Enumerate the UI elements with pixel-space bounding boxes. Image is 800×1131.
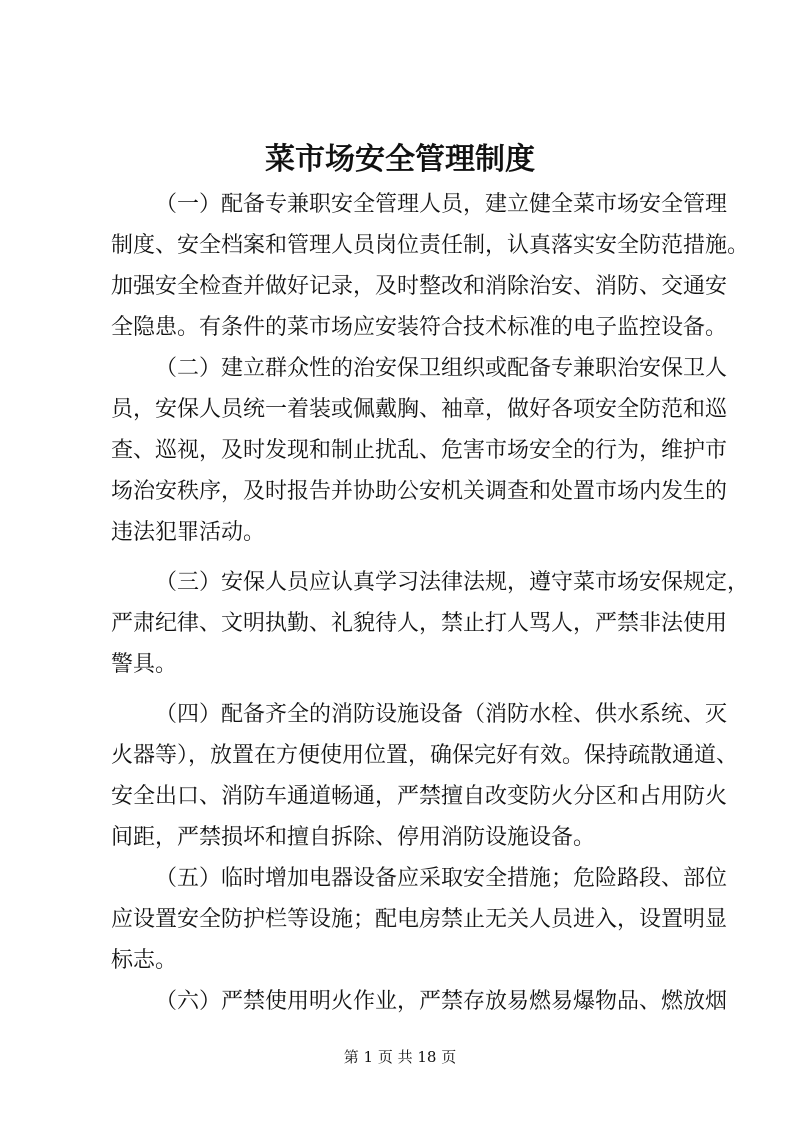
paragraph-line: 场治安秩序，及时报告并协助公安机关调查和处置市场内发生的 [111, 479, 728, 504]
paragraph-6 [111, 981, 728, 1022]
document-body [111, 184, 750, 1022]
paragraph-line: 间距，严禁损坏和擅自拆除、停用消防设施设备。 [111, 825, 596, 850]
paragraph-line: （六）严禁使用明火作业，严禁存放易燃易爆物品、燃放烟 [155, 989, 728, 1014]
paragraph-4 [111, 694, 739, 858]
paragraph-line: （三）安保人员应认真学习法律法规，遵守菜市场安保规定， [155, 570, 750, 595]
paragraph-spacer [111, 685, 719, 694]
paragraph-line: （二）建立群众性的治安保卫组织或配备专兼职治安保卫人 [155, 356, 728, 381]
paragraph-line: 加强安全检查并做好记录，及时整改和消除治安、消防、交通安 [111, 274, 728, 299]
paragraph-3 [111, 562, 750, 685]
paragraph-spacer [111, 553, 719, 562]
paragraph-line: 违法犯罪活动。 [111, 520, 266, 545]
paragraph-line: 查、巡视，及时发现和制止扰乱、危害市场安全的行为，维护市 [111, 438, 728, 463]
paragraph-line: 严肃纪律、文明执勤、礼貌待人，禁止打人骂人，严禁非法使用 [111, 611, 728, 636]
page-footer: 第 1 页 共 18 页 [343, 1048, 457, 1066]
document-title: 菜市场安全管理制度 [265, 142, 535, 177]
paragraph-line: 员，安保人员统一着装或佩戴胸、袖章，做好各项安全防范和巡 [111, 397, 728, 422]
paragraph-line: 全隐患。有条件的菜市场应安装符合技术标准的电子监控设备。 [111, 315, 728, 340]
paragraph-line: 安全出口、消防车通道畅通，严禁擅自改变防火分区和占用防火 [111, 784, 728, 809]
paragraph-line: 标志。 [111, 948, 178, 973]
paragraph-1 [111, 184, 750, 348]
paragraph-2 [111, 348, 728, 553]
paragraph-5 [111, 858, 728, 981]
paragraph-line: 制度、安全档案和管理人员岗位责任制，认真落实安全防范措施。 [111, 233, 750, 258]
paragraph-line: 火器等），放置在方便使用位置，确保完好有效。保持疏散通道、 [111, 743, 739, 768]
paragraph-line: 应设置安全防护栏等设施；配电房禁止无关人员进入，设置明显 [111, 907, 728, 932]
paragraph-line: （一）配备专兼职安全管理人员，建立健全菜市场安全管理 [155, 192, 728, 217]
paragraph-line: （四）配备齐全的消防设施设备（消防水栓、供水系统、灭 [155, 702, 728, 727]
paragraph-line: （五）临时增加电器设备应采取安全措施；危险路段、部位 [155, 866, 728, 891]
paragraph-line: 警具。 [111, 652, 178, 677]
